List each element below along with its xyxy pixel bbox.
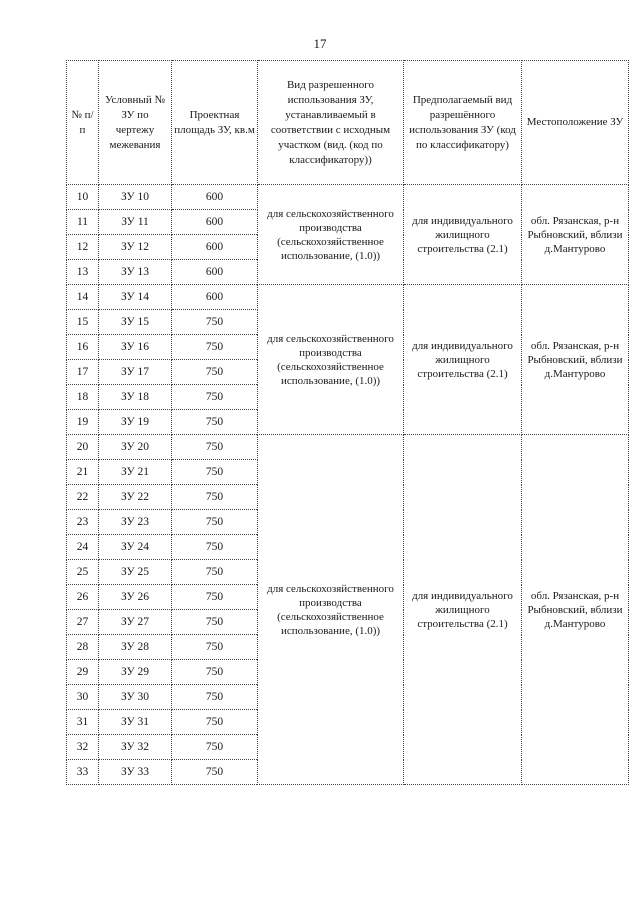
- cell-num: 26: [67, 585, 99, 610]
- cell-num: 30: [67, 685, 99, 710]
- cell-num: 25: [67, 560, 99, 585]
- header-use-planned: Предполагаемый вид разрешённого использования ЗУ (код по классификатору): [404, 61, 522, 185]
- cell-plot-name: ЗУ 13: [99, 260, 172, 285]
- header-location: Местоположение ЗУ: [522, 61, 629, 185]
- cell-plot-name: ЗУ 28: [99, 635, 172, 660]
- cell-plot-name: ЗУ 14: [99, 285, 172, 310]
- cell-plot-name: ЗУ 29: [99, 660, 172, 685]
- cell-area: 600: [172, 185, 258, 210]
- cell-num: 18: [67, 385, 99, 410]
- cell-num: 33: [67, 760, 99, 785]
- cell-area: 750: [172, 585, 258, 610]
- cell-use-planned: для индивидуального жилищного строительства (2.1): [404, 435, 522, 785]
- table-header-row: [67, 61, 629, 185]
- cell-num: 20: [67, 435, 99, 460]
- cell-num: 23: [67, 510, 99, 535]
- header-name: Условный № ЗУ по чертежу межевания: [99, 61, 172, 185]
- cell-area: 600: [172, 235, 258, 260]
- header-use-current: Вид разрешенного использования ЗУ, устанавливаемый в соответствии с исходным участком (вид. (код по классификатору)): [258, 61, 404, 185]
- table-row: [67, 285, 629, 310]
- cell-num: 12: [67, 235, 99, 260]
- cell-area: 750: [172, 435, 258, 460]
- cell-num: 17: [67, 360, 99, 385]
- cell-area: 750: [172, 335, 258, 360]
- cell-plot-name: ЗУ 11: [99, 210, 172, 235]
- cell-num: 16: [67, 335, 99, 360]
- cell-num: 11: [67, 210, 99, 235]
- cell-area: 750: [172, 610, 258, 635]
- cell-num: 15: [67, 310, 99, 335]
- cell-plot-name: ЗУ 17: [99, 360, 172, 385]
- cell-plot-name: ЗУ 32: [99, 735, 172, 760]
- cell-location: обл. Рязанская, р-н Рыбновский, вблизи д.Мантурово: [522, 185, 629, 285]
- cell-plot-name: ЗУ 15: [99, 310, 172, 335]
- cell-plot-name: ЗУ 27: [99, 610, 172, 635]
- cell-area: 600: [172, 285, 258, 310]
- cell-num: 14: [67, 285, 99, 310]
- cell-plot-name: ЗУ 16: [99, 335, 172, 360]
- cell-plot-name: ЗУ 22: [99, 485, 172, 510]
- cell-plot-name: ЗУ 33: [99, 760, 172, 785]
- cell-plot-name: ЗУ 23: [99, 510, 172, 535]
- cell-location: обл. Рязанская, р-н Рыбновский, вблизи д.Мантурово: [522, 285, 629, 435]
- header-area: Проектная площадь ЗУ, кв.м: [172, 61, 258, 185]
- cell-area: 750: [172, 685, 258, 710]
- cell-num: 27: [67, 610, 99, 635]
- cell-area: 750: [172, 560, 258, 585]
- cell-plot-name: ЗУ 19: [99, 410, 172, 435]
- cell-area: 750: [172, 710, 258, 735]
- table-row: [67, 185, 629, 210]
- cell-area: 750: [172, 360, 258, 385]
- cell-plot-name: ЗУ 20: [99, 435, 172, 460]
- cell-plot-name: ЗУ 26: [99, 585, 172, 610]
- cell-num: 29: [67, 660, 99, 685]
- cell-plot-name: ЗУ 30: [99, 685, 172, 710]
- cell-area: 750: [172, 735, 258, 760]
- cell-area: 750: [172, 660, 258, 685]
- table-row: [67, 435, 629, 460]
- header-num: № п/п: [67, 61, 99, 185]
- cell-use-current: для сельскохозяйственного производства (сельскохозяйственное использование, (1.0)): [258, 185, 404, 285]
- cell-num: 13: [67, 260, 99, 285]
- cell-area: 750: [172, 410, 258, 435]
- cell-use-current: для сельскохозяйственного производства (сельскохозяйственное использование, (1.0)): [258, 285, 404, 435]
- cell-area: 750: [172, 635, 258, 660]
- land-plots-table: [66, 60, 629, 785]
- cell-location: обл. Рязанская, р-н Рыбновский, вблизи д.Мантурово: [522, 435, 629, 785]
- cell-area: 750: [172, 460, 258, 485]
- cell-plot-name: ЗУ 21: [99, 460, 172, 485]
- cell-plot-name: ЗУ 31: [99, 710, 172, 735]
- cell-area: 750: [172, 485, 258, 510]
- cell-area: 600: [172, 260, 258, 285]
- cell-plot-name: ЗУ 12: [99, 235, 172, 260]
- cell-num: 32: [67, 735, 99, 760]
- cell-num: 19: [67, 410, 99, 435]
- cell-area: 750: [172, 760, 258, 785]
- cell-num: 31: [67, 710, 99, 735]
- cell-num: 22: [67, 485, 99, 510]
- cell-num: 21: [67, 460, 99, 485]
- cell-area: 750: [172, 510, 258, 535]
- page-number: 17: [313, 36, 327, 51]
- cell-use-planned: для индивидуального жилищного строительства (2.1): [404, 285, 522, 435]
- cell-num: 24: [67, 535, 99, 560]
- cell-area: 750: [172, 535, 258, 560]
- cell-area: 750: [172, 310, 258, 335]
- table-body: [67, 185, 629, 785]
- cell-area: 750: [172, 385, 258, 410]
- cell-plot-name: ЗУ 24: [99, 535, 172, 560]
- cell-num: 10: [67, 185, 99, 210]
- cell-area: 600: [172, 210, 258, 235]
- cell-plot-name: ЗУ 18: [99, 385, 172, 410]
- cell-num: 28: [67, 635, 99, 660]
- cell-use-current: для сельскохозяйственного производства (сельскохозяйственное использование, (1.0)): [258, 435, 404, 785]
- cell-use-planned: для индивидуального жилищного строительства (2.1): [404, 185, 522, 285]
- cell-plot-name: ЗУ 10: [99, 185, 172, 210]
- cell-plot-name: ЗУ 25: [99, 560, 172, 585]
